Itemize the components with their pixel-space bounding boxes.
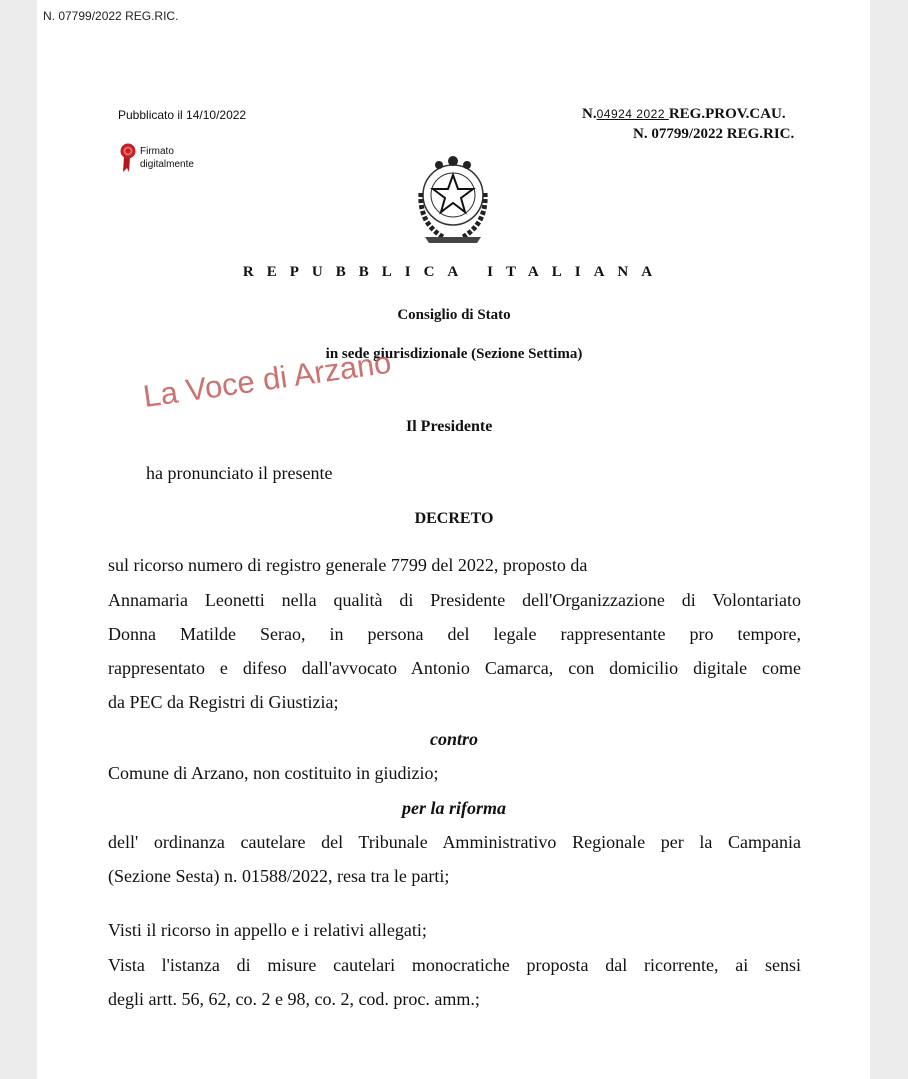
reg-prov-number: N.04924 2022 REG.PROV.CAU. bbox=[582, 106, 786, 122]
decree-heading: DECRETO bbox=[414, 510, 494, 527]
body-line-1: sul ricorso numero di registro generale 7799 del 2022, proposto da bbox=[108, 555, 588, 575]
watermark: La Voce di Arzano bbox=[140, 344, 394, 415]
reg-ric-number: N. 07799/2022 REG.RIC. bbox=[633, 126, 795, 142]
italian-emblem-icon bbox=[413, 153, 493, 245]
pronounced-line: ha pronunciato il presente bbox=[146, 463, 333, 483]
body-line-3: Donna Matilde Serao, in persona del legale rappresentante pro tempore, bbox=[108, 624, 801, 644]
body-line-7: dell' ordinanza cautelare del Tribunale Amministrativo Regionale per la Campania bbox=[108, 832, 801, 852]
body-line-11: degli artt. 56, 62, co. 2 e 98, co. 2, cod. proc. amm.; bbox=[108, 989, 480, 1009]
publication-date: Pubblicato il 14/10/2022 bbox=[118, 108, 247, 122]
riforma-heading: per la riforma bbox=[401, 798, 506, 818]
digital-signature-badge bbox=[120, 143, 194, 173]
top-reference: N. 07799/2022 REG.RIC. bbox=[43, 9, 179, 23]
body-line-9: Visti il ricorso in appello e i relativi allegati; bbox=[108, 920, 427, 940]
body-line-2: Annamaria Leonetti nella qualità di Presidente dell'Organizzazione di Volontariato bbox=[108, 590, 801, 610]
seal-ribbon-icon bbox=[120, 143, 136, 173]
republic-heading: REPUBBLICA ITALIANA bbox=[242, 264, 666, 280]
firmato-label: Firmato bbox=[140, 146, 174, 157]
sede-heading: in sede giurisdizionale (Sezione Settima) bbox=[325, 346, 583, 362]
council-heading: Consiglio di Stato bbox=[397, 307, 511, 323]
body-line-6: Comune di Arzano, non costituito in giudizio; bbox=[108, 763, 439, 783]
body-line-4: rappresentato e difeso dall'avvocato Antonio Camarca, con domicilio digitale come bbox=[108, 658, 801, 678]
body-line-8: (Sezione Sesta) n. 01588/2022, resa tra le parti; bbox=[108, 866, 450, 886]
contro-heading: contro bbox=[429, 729, 478, 749]
digitalmente-label: digitalmente bbox=[140, 159, 194, 170]
body-line-5: da PEC da Registri di Giustizia; bbox=[108, 692, 339, 712]
body-line-10: Vista l'istanza di misure cautelari monocratiche proposta dal ricorrente, ai sensi bbox=[108, 955, 801, 975]
president-heading: Il Presidente bbox=[406, 418, 493, 435]
